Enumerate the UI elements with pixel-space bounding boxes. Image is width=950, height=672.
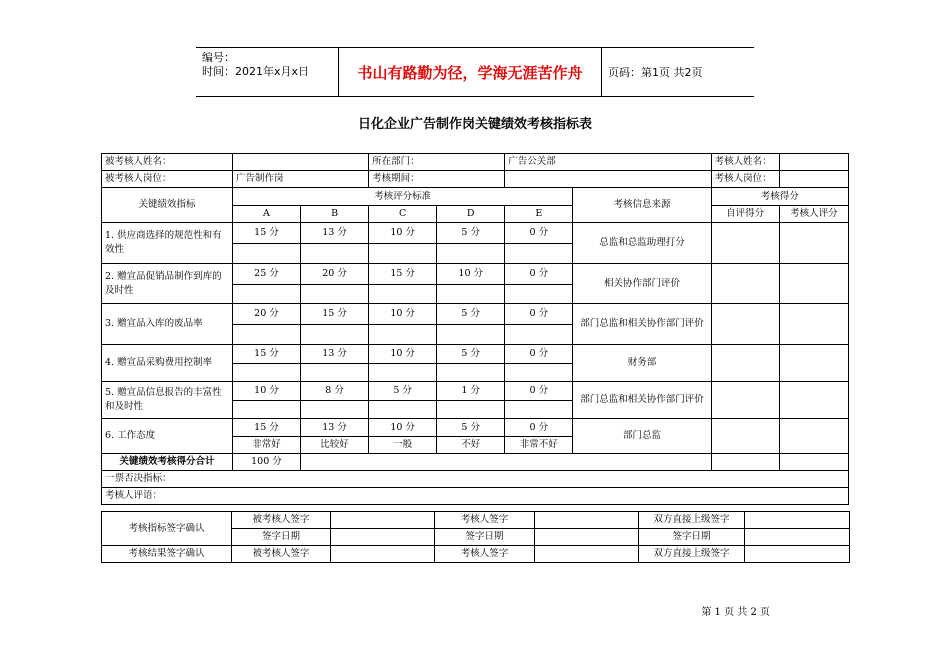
kpi-source: 相关协作部门评价 (573, 264, 711, 304)
sign-date-label: 签字日期 (435, 529, 535, 546)
examiner-post-label: 考核人岗位： (711, 171, 779, 188)
superior-sign-label: 双方直接上级签字 (639, 546, 745, 563)
kpi-table (101, 153, 849, 505)
kpi-score: 10 分 (437, 264, 505, 285)
examinee-post-label: 被考核人岗位： (102, 171, 233, 188)
kpi-score: 13 分 (301, 419, 369, 437)
self-score-cell[interactable] (711, 345, 779, 382)
kpi-score: 15 分 (232, 419, 300, 437)
kpi-score: 0 分 (505, 264, 573, 285)
kpi-header: 关键绩效指标 (102, 188, 233, 223)
kpi-sub: 非常不好 (505, 437, 573, 454)
kpi-score: 15 分 (232, 223, 300, 244)
kpi-sub (301, 244, 369, 264)
kpi-row (102, 304, 849, 325)
kpi-sub (232, 325, 300, 345)
kpi-sub (437, 401, 505, 419)
superior-sign-field[interactable] (745, 512, 850, 529)
kpi-score: 10 分 (369, 223, 437, 244)
dept-value: 广告公关部 (505, 154, 711, 171)
kpi-row (102, 223, 849, 244)
superior-sign-label: 双方直接上级签字 (639, 512, 745, 529)
kpi-score: 25 分 (232, 264, 300, 285)
examinee-sign-label: 被考核人签字 (232, 546, 331, 563)
kpi-sub (232, 285, 300, 304)
total-examiner-score[interactable] (779, 454, 848, 471)
score-header: 考核得分 (711, 188, 848, 206)
kpi-sub (232, 244, 300, 264)
kpi-score: 0 分 (505, 223, 573, 244)
examiner-score-header: 考核人评分 (779, 206, 848, 223)
total-row (102, 454, 849, 471)
kpi-sub (505, 364, 573, 382)
sign-date-field[interactable] (535, 529, 639, 546)
kpi-score: 13 分 (301, 223, 369, 244)
info-row-2 (102, 171, 849, 188)
kpi-sub: 非常好 (232, 437, 300, 454)
examinee-post-value: 广告制作岗 (232, 171, 368, 188)
kpi-score: 10 分 (369, 419, 437, 437)
grade-d: D (437, 206, 505, 223)
self-score-cell[interactable] (711, 304, 779, 345)
period-label: 考核期间： (369, 171, 505, 188)
kpi-row (102, 264, 849, 285)
examiner-score-cell[interactable] (779, 304, 848, 345)
examiner-sign-field[interactable] (535, 512, 639, 529)
kpi-score: 1 分 (437, 382, 505, 401)
examinee-name-value[interactable] (232, 154, 368, 171)
kpi-sub: 比较好 (301, 437, 369, 454)
kpi-sub (437, 244, 505, 264)
sign-row-3 (102, 546, 850, 563)
kpi-score: 5 分 (437, 345, 505, 364)
examiner-score-cell[interactable] (779, 223, 848, 264)
kpi-score: 0 分 (505, 382, 573, 401)
examiner-post-value[interactable] (779, 171, 848, 188)
kpi-source: 部门总监 (573, 419, 711, 454)
motto: 书山有路勤为径，学海无涯苦作舟 (338, 48, 602, 96)
page-footer: 第 1 页 共 2 页 (701, 607, 770, 618)
total-blank (301, 454, 712, 471)
signature-table (101, 511, 850, 563)
examinee-sign-field[interactable] (331, 546, 435, 563)
comment-row (102, 488, 849, 505)
kpi-sub (505, 244, 573, 264)
grade-e: E (505, 206, 573, 223)
kpi-source: 财务部 (573, 345, 711, 382)
kpi-score: 15 分 (301, 304, 369, 325)
veto-label: 一票否决指标： (102, 471, 849, 488)
kpi-sub: 一般 (369, 437, 437, 454)
period-value[interactable] (505, 171, 711, 188)
examiner-sign-label: 考核人签字 (435, 512, 535, 529)
kpi-sub (369, 364, 437, 382)
examiner-sign-label: 考核人签字 (435, 546, 535, 563)
kpi-sub (505, 285, 573, 304)
kpi-score: 0 分 (505, 345, 573, 364)
kpi-sub (232, 364, 300, 382)
kpi-sub (301, 401, 369, 419)
grade-a: A (232, 206, 300, 223)
kpi-sub (301, 325, 369, 345)
kpi-sub (301, 364, 369, 382)
kpi-sub (301, 285, 369, 304)
kpi-sub (232, 401, 300, 419)
examiner-name-value[interactable] (779, 154, 848, 171)
result-confirm-label: 考核结果签字确认 (102, 546, 232, 563)
page-info: 页码：第1页 共2页 (608, 66, 703, 79)
examiner-score-cell[interactable] (779, 419, 848, 454)
kpi-row (102, 419, 849, 437)
kpi-score: 10 分 (232, 382, 300, 401)
kpi-sub (369, 285, 437, 304)
kpi-score: 5 分 (437, 223, 505, 244)
dept-label: 所在部门： (369, 154, 505, 171)
indicator-confirm-label: 考核指标签字确认 (102, 512, 232, 546)
sign-date-label: 签字日期 (639, 529, 745, 546)
source-header: 考核信息来源 (573, 188, 711, 223)
total-self-score[interactable] (711, 454, 779, 471)
sign-date-field[interactable] (331, 529, 435, 546)
kpi-sub (437, 325, 505, 345)
standard-header: 考核评分标准 (232, 188, 572, 206)
sign-row-1 (102, 512, 850, 529)
total-value: 100 分 (232, 454, 300, 471)
kpi-score: 10 分 (369, 345, 437, 364)
kpi-row (102, 382, 849, 401)
kpi-sub (505, 325, 573, 345)
examinee-name-label: 被考核人姓名： (102, 154, 233, 171)
kpi-name: 2. 赠宣品促销品制作到库的及时性 (102, 264, 233, 304)
kpi-name: 4. 赠宣品采购费用控制率 (102, 345, 233, 382)
kpi-score: 13 分 (301, 345, 369, 364)
sign-date-field[interactable] (745, 529, 850, 546)
kpi-sub (505, 401, 573, 419)
table-header-row-1 (102, 188, 849, 206)
kpi-score: 10 分 (369, 304, 437, 325)
kpi-sub (369, 401, 437, 419)
time-label: 时间：2021年x月x日 (202, 65, 310, 78)
superior-sign-field[interactable] (745, 546, 850, 563)
kpi-score: 15 分 (232, 345, 300, 364)
kpi-name: 1. 供应商选择的规范性和有效性 (102, 223, 233, 264)
examiner-score-cell[interactable] (779, 264, 848, 304)
kpi-sub (437, 364, 505, 382)
kpi-score: 8 分 (301, 382, 369, 401)
kpi-name: 3. 赠宣品入库的废品率 (102, 304, 233, 345)
document-title: 日化企业广告制作岗关键绩效考核指标表 (357, 117, 592, 132)
kpi-source: 部门总监和相关协作部门评价 (573, 382, 711, 419)
veto-row (102, 471, 849, 488)
examinee-sign-field[interactable] (331, 512, 435, 529)
kpi-score: 15 分 (369, 264, 437, 285)
kpi-sub: 不好 (437, 437, 505, 454)
self-score-cell[interactable] (711, 223, 779, 264)
sign-date-label: 签字日期 (232, 529, 331, 546)
self-score-header: 自评得分 (711, 206, 779, 223)
total-label: 关键绩效考核得分合计 (102, 454, 233, 471)
kpi-score: 5 分 (369, 382, 437, 401)
kpi-score: 0 分 (505, 304, 573, 325)
self-score-cell[interactable] (711, 419, 779, 454)
grade-c: C (369, 206, 437, 223)
kpi-sub (437, 285, 505, 304)
header-meta (202, 51, 309, 79)
comment-label: 考核人评语： (102, 488, 849, 505)
kpi-score: 0 分 (505, 419, 573, 437)
self-score-cell[interactable] (711, 382, 779, 419)
kpi-row (102, 345, 849, 364)
examiner-score-cell[interactable] (779, 345, 848, 382)
self-score-cell[interactable] (711, 264, 779, 304)
kpi-source: 部门总监和相关协作部门评价 (573, 304, 711, 345)
examiner-sign-field[interactable] (535, 546, 639, 563)
kpi-name: 5. 赠宣品信息报告的丰富性和及时性 (102, 382, 233, 419)
kpi-score: 20 分 (232, 304, 300, 325)
kpi-score: 20 分 (301, 264, 369, 285)
kpi-sub (369, 325, 437, 345)
info-row-1 (102, 154, 849, 171)
examinee-sign-label: 被考核人签字 (232, 512, 331, 529)
page-header (196, 47, 754, 97)
kpi-score: 5 分 (437, 304, 505, 325)
examiner-score-cell[interactable] (779, 382, 848, 419)
kpi-sub (369, 244, 437, 264)
kpi-name: 6. 工作态度 (102, 419, 233, 454)
kpi-score: 5 分 (437, 419, 505, 437)
examiner-name-label: 考核人姓名： (711, 154, 779, 171)
kpi-source: 总监和总监助理打分 (573, 223, 711, 264)
number-label: 编号： (202, 51, 235, 64)
grade-b: B (301, 206, 369, 223)
